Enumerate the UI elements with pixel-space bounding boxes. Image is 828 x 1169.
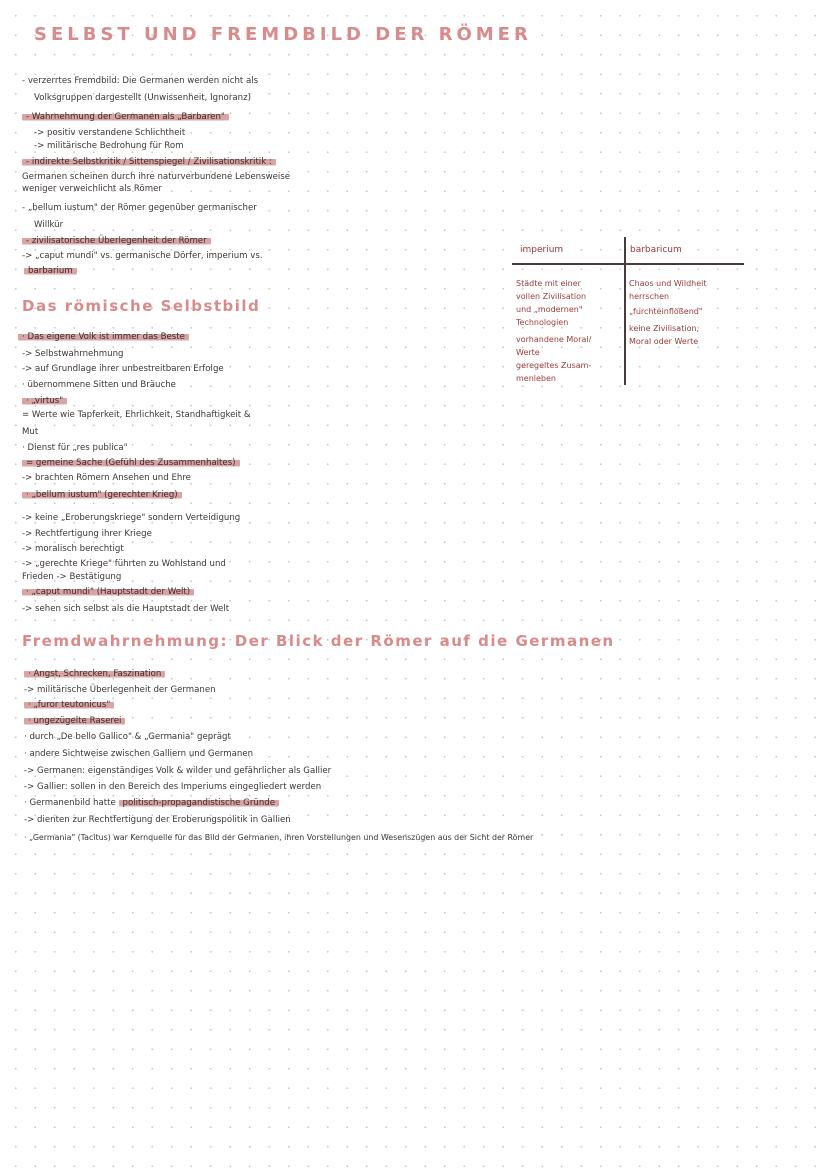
- note-line: Volksgruppen dargestellt (Unwissenheit, Ignoranz): [34, 93, 251, 103]
- note-line: [22, 112, 229, 123]
- highlight: · „furor teutonicus": [24, 700, 114, 710]
- note-line: weniger verweichlicht als Römer: [22, 184, 162, 194]
- highlight: - zivilisatorische Überlegenheit der Römer: [22, 236, 211, 246]
- note-line: [24, 798, 279, 809]
- note-line: -> dienten zur Rechtfertigung der Eroberungspolitik in Gallien: [24, 815, 291, 825]
- note-line: [22, 587, 194, 598]
- table-header-imperium: imperium: [520, 245, 564, 255]
- table-cell-line: geregeltes Zusam-: [516, 361, 592, 370]
- highlight: barbarium: [24, 266, 77, 276]
- highlight: - indirekte Selbstkritik / Sittenspiegel / Zivilisationskritik :: [22, 157, 276, 167]
- note-line: Mut: [22, 427, 39, 437]
- note-line: [22, 396, 67, 407]
- table-cell-line: herrschen: [629, 292, 670, 301]
- table-cell-line: Städte mit einer: [516, 279, 581, 288]
- note-line: -> Rechtfertigung ihrer Kriege: [22, 529, 152, 539]
- note-line: [18, 332, 189, 343]
- note-line: -> keine „Eroberungskriege" sondern Verteidigung: [22, 513, 241, 523]
- note-line: - „bellum iustum" der Römer gegenüber germanischer: [22, 203, 257, 213]
- table-cell-line: Chaos und Wildheit: [629, 279, 707, 288]
- note-line: Willkür: [34, 220, 64, 230]
- note-line: -> sehen sich selbst als die Hauptstadt der Welt: [22, 604, 230, 614]
- table-vertical-rule: [624, 237, 626, 385]
- note-line: · übernommene Sitten und Bräuche: [22, 380, 176, 390]
- page-title: SELBST UND FREMDBILD DER RÖMER: [34, 24, 532, 45]
- note-line: -> „gerechte Kriege" führten zu Wohlstand und: [22, 559, 226, 569]
- note-line: -> Gallier: sollen in den Bereich des Imperiums eingegliedert werden: [24, 782, 322, 792]
- table-cell-line: Technologien: [516, 318, 569, 327]
- note-line: - verzerrtes Fremdbild: Die Germanen werden nicht als: [22, 76, 259, 86]
- note-line: [22, 157, 276, 168]
- note-line: -> brachten Römern Ansehen und Ehre: [22, 473, 191, 483]
- note-line: -> militärische Bedrohung für Rom: [34, 141, 184, 151]
- note-line: · „Germania" (Tacitus) war Kernquelle für das Bild der Germanen, ihren Vorstellungen und Wesenszügen aus der Sicht der Römer: [24, 833, 534, 842]
- note-line: Germanen scheinen durch ihre naturverbundene Lebensweise: [22, 172, 291, 182]
- table-cell-line: und „modernen": [516, 305, 583, 314]
- note-line: · durch „De bello Gallico" & „Germania" geprägt: [24, 732, 231, 742]
- note-line: -> auf Grundlage ihrer unbestreitbaren Erfolge: [22, 364, 224, 374]
- note-line: = Werte wie Tapferkeit, Ehrlichkeit, Standhaftigkeit &: [22, 410, 251, 420]
- section-heading-selbstbild: Das römische Selbstbild: [22, 297, 261, 315]
- note-line: -> militärische Überlegenheit der Germanen: [24, 685, 216, 695]
- highlight: · Angst, Schrecken, Faszination: [24, 669, 165, 679]
- section-heading-fremdwahrnehmung: Fremdwahrnehmung: Der Blick der Römer auf die Germanen: [22, 632, 615, 650]
- note-line: · Dienst für „res publica": [22, 443, 128, 453]
- note-line: [24, 716, 125, 727]
- note-line: [22, 490, 182, 501]
- highlight: · ungezügelte Raserei: [24, 716, 125, 726]
- highlight: politisch-propagandistische Gründe: [119, 798, 280, 808]
- note-line: -> moralisch berechtigt: [22, 544, 124, 554]
- table-cell-line: vorhandene Moral/: [516, 335, 592, 344]
- table-cell-line: Werte: [516, 348, 540, 357]
- table-cell-barbaricum: [629, 277, 707, 348]
- table-cell-line: „furchteinflößend": [629, 307, 703, 316]
- note-line: [24, 700, 114, 711]
- note-line: -> „caput mundi" vs. germanische Dörfer, imperium vs.: [22, 251, 263, 261]
- table-horizontal-rule: [512, 263, 744, 265]
- note-line: [22, 458, 240, 469]
- note-line: -> Germanen: eigenständiges Volk & wilder und gefährlicher als Gallier: [24, 766, 332, 776]
- table-cell-imperium: [516, 277, 591, 385]
- comparison-table: [512, 237, 744, 387]
- table-cell-line: menleben: [516, 374, 556, 383]
- note-line: -> Selbstwahrnehmung: [22, 349, 124, 359]
- highlight: = gemeine Sache (Gefühl des Zusammenhaltes): [22, 458, 240, 468]
- highlight: · „virtus": [22, 396, 67, 406]
- note-line: [24, 669, 165, 680]
- note-line: -> positiv verstandene Schlichtheit: [34, 128, 186, 138]
- note-line: Frieden -> Bestätigung: [22, 572, 122, 582]
- note-line-part: · Germanenbild hatte: [24, 798, 119, 808]
- highlight: · „caput mundi" (Hauptstadt der Welt): [22, 587, 194, 597]
- table-cell-line: vollen Zivilisation: [516, 292, 587, 301]
- table-header-barbaricum: barbaricum: [630, 245, 682, 255]
- table-cell-line: Moral oder Werte: [629, 337, 699, 346]
- highlight: · „bellum iustum" (gerechter Krieg): [22, 490, 182, 500]
- note-line: [24, 266, 77, 277]
- table-cell-line: keine Zivilisation,: [629, 324, 700, 333]
- note-line: · andere Sichtweise zwischen Galliern und Germanen: [24, 749, 254, 759]
- highlight: - Wahrnehmung der Germanen als „Barbaren": [22, 112, 229, 122]
- highlight: · Das eigene Volk ist immer das Beste: [18, 332, 189, 342]
- note-line: [22, 236, 211, 247]
